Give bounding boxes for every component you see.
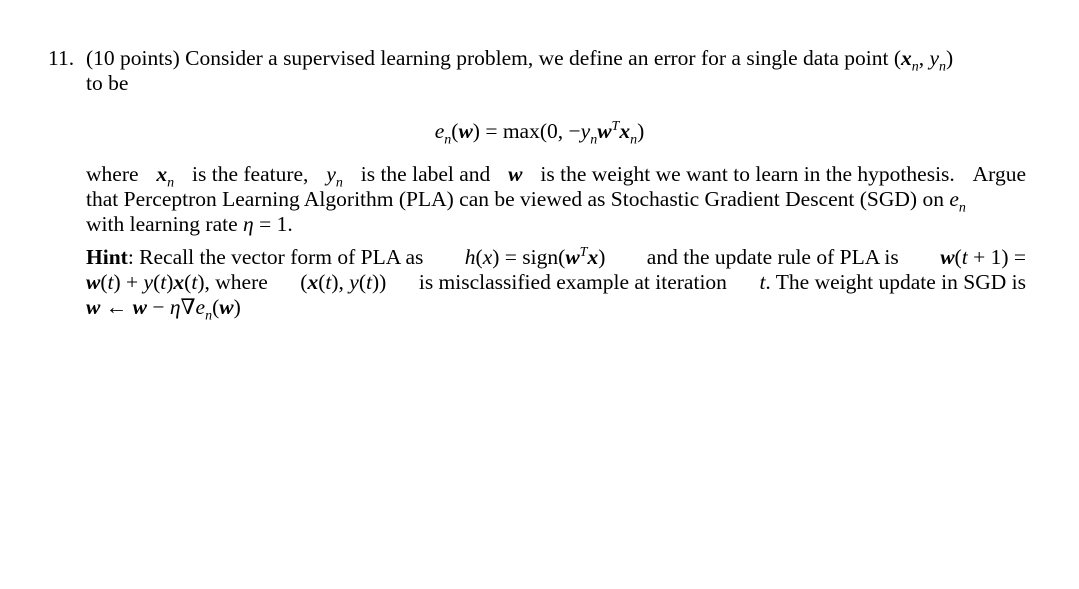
data-point-math: ($x_n$, $y_n$) [893,46,954,75]
where-text-1: where [86,162,139,186]
hint-text-4: is misclassified example at iteration [418,270,727,294]
hint-text-1a: : Recall the vector form of PLA as [127,245,424,269]
where-text-6: that Perceptron Learning Algorithm (PLA) can be viewed as Stochastic Gradient Descent (SGD) on [86,187,944,211]
weight-math: w [508,162,523,186]
hint-text-5: . The weight update in SGD is [765,270,1026,294]
hint-label: Hint [86,245,128,269]
t-math: t. The weight update in SGD is [759,270,1026,294]
hint-line-2 [86,270,1026,294]
eta-math: η = 1. [243,212,293,236]
update-rhs-math: w(t) + y(t)x(t), where [86,270,268,294]
where-text-3: is the label and [360,162,491,186]
hint-line-2-justify [86,270,1026,294]
where-text-5: Argue [972,162,1026,186]
points-label: (10 points) [86,46,180,70]
hint-line-3 [86,295,241,324]
where-line-2 [86,187,966,216]
problem-number-text: 11. [48,46,75,70]
feature-math: $x_n$ [156,162,175,191]
intro-line-2 [86,71,128,95]
example-math: (x(t), y(t)) [300,270,387,294]
where-text-7: with learning rate [86,212,238,236]
sgd-update-math: w ← $w - \eta\nabla e_n(w)$ [86,295,241,324]
where-text-2: is the feature, [192,162,309,186]
hint-text-2: and the update rule of PLA is [646,245,899,269]
intro-line-1 [86,46,954,75]
label-math: $y_n$ [326,162,343,191]
hint-text-3: , where [204,270,268,294]
hint-text-1 [86,245,423,269]
pla-hypothesis-math: $h(x) = sign(w^Tx)$ [464,244,606,269]
error-equation: $e_n(w) = \max(0$, $-y_nw^Tx_n$) [434,118,645,148]
intro-text-2: to be [86,71,129,95]
where-line-1-justify [86,162,1026,191]
intro-text-1: Consider a supervised learning problem, we define an error for a single data point [185,46,889,70]
en-math: $e_n$ [949,187,966,216]
hint-line-1-justify [86,245,1026,269]
where-line-1 [86,162,1026,191]
where-text-4: is the weight we want to learn in the hypothesis. [540,162,955,186]
problem-number [48,46,74,70]
where-line-3 [86,212,293,236]
update-lhs-math: w(t + 1) = [940,245,1026,269]
hint-line-1 [86,245,1026,269]
